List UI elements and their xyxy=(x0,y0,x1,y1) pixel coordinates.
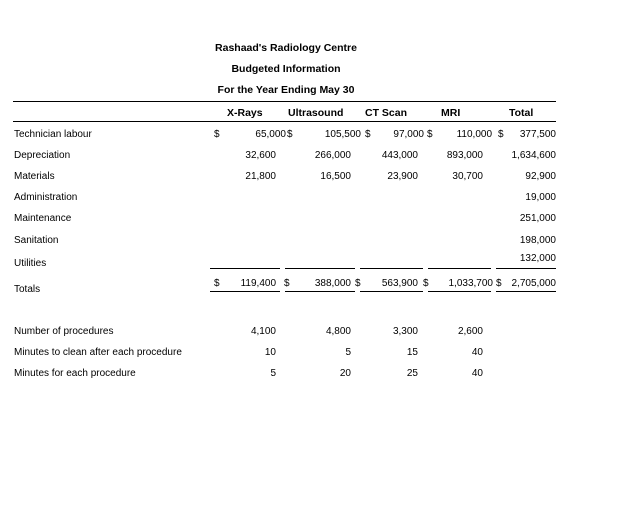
value-materials-ultrasound: 16,500 xyxy=(320,171,351,182)
value-utilities-total: 132,000 xyxy=(519,253,556,264)
value-procedures-mri: 2,600 xyxy=(457,326,483,337)
value-depreciation-xray: 32,600 xyxy=(245,150,276,161)
value-administration-total: 19,000 xyxy=(525,192,556,203)
row-label-totals: Totals xyxy=(14,284,41,295)
totals-bottom-rule-xray xyxy=(210,291,280,292)
value-minutes-xray: 5 xyxy=(270,368,276,379)
value-technician-total: 377,500 xyxy=(519,129,556,140)
currency-symbol: $ xyxy=(287,129,293,140)
column-header-total: Total xyxy=(509,107,534,119)
row-label-materials: Materials xyxy=(14,171,55,182)
value-depreciation-total: 1,634,600 xyxy=(511,150,556,161)
value-materials-ct: 23,900 xyxy=(387,171,418,182)
totals-rule-ct xyxy=(360,268,423,269)
value-minutes-ct: 25 xyxy=(406,368,418,379)
row-label-minutes-to-clean: Minutes to clean after each procedure xyxy=(14,347,182,358)
row-label-sanitation: Sanitation xyxy=(14,235,59,246)
totals-rule-xray xyxy=(210,268,280,269)
currency-symbol: $ xyxy=(496,278,502,289)
currency-symbol: $ xyxy=(214,278,220,289)
value-materials-xray: 21,800 xyxy=(245,171,276,182)
row-label-number-of-procedures: Number of procedures xyxy=(14,326,114,337)
column-header-xrays: X-Rays xyxy=(227,107,263,119)
value-procedures-ultrasound: 4,800 xyxy=(325,326,351,337)
column-header-ultrasound: Ultrasound xyxy=(288,107,344,119)
currency-symbol: $ xyxy=(355,278,361,289)
column-header-ct-scan: CT Scan xyxy=(365,107,408,119)
value-minutes-ultrasound: 20 xyxy=(339,368,351,379)
currency-symbol: $ xyxy=(365,129,371,140)
column-header-mri: MRI xyxy=(441,107,461,119)
value-clean-ct: 15 xyxy=(406,347,418,358)
row-label-maintenance: Maintenance xyxy=(14,213,72,224)
row-label-minutes-per-procedure: Minutes for each procedure xyxy=(14,368,136,379)
value-totals-ct: 563,900 xyxy=(381,278,418,289)
value-depreciation-ultrasound: 266,000 xyxy=(314,150,351,161)
totals-rule-mri xyxy=(428,268,491,269)
value-procedures-ct: 3,300 xyxy=(392,326,418,337)
value-totals-total: 2,705,000 xyxy=(511,278,556,289)
totals-rule-ultrasound xyxy=(285,268,355,269)
row-label-utilities: Utilities xyxy=(14,258,47,269)
report-subtitle: Budgeted Information xyxy=(231,63,341,75)
value-technician-mri: 110,000 xyxy=(456,129,492,140)
totals-bottom-rule-mri xyxy=(428,291,491,292)
row-label-technician-labour: Technician labour xyxy=(14,129,92,140)
currency-symbol: $ xyxy=(214,129,220,140)
currency-symbol: $ xyxy=(427,129,433,140)
totals-bottom-rule-ct xyxy=(360,291,423,292)
value-clean-mri: 40 xyxy=(471,347,483,358)
currency-symbol: $ xyxy=(284,278,290,289)
header-bottom-rule xyxy=(13,121,556,122)
value-totals-ultrasound: 388,000 xyxy=(314,278,351,289)
row-label-administration: Administration xyxy=(14,192,78,203)
report-period: For the Year Ending May 30 xyxy=(217,84,355,96)
value-technician-xray: 65,000 xyxy=(255,129,286,140)
value-technician-ultrasound: 105,500 xyxy=(324,129,361,140)
header-top-rule xyxy=(13,101,556,102)
row-label-depreciation: Depreciation xyxy=(14,150,71,161)
value-depreciation-mri: 893,000 xyxy=(446,150,483,161)
value-technician-ct: 97,000 xyxy=(393,129,424,140)
value-totals-xray: 119,400 xyxy=(240,278,276,289)
company-title: Rashaad's Radiology Centre xyxy=(215,42,357,54)
totals-bottom-rule-ultrasound xyxy=(285,291,355,292)
value-materials-total: 92,900 xyxy=(525,171,556,182)
value-depreciation-ct: 443,000 xyxy=(381,150,418,161)
totals-rule-total xyxy=(496,268,556,269)
currency-symbol: $ xyxy=(423,278,429,289)
value-totals-mri: 1,033,700 xyxy=(448,278,493,289)
value-procedures-xray: 4,100 xyxy=(250,326,276,337)
totals-bottom-rule-total xyxy=(496,291,556,292)
value-maintenance-total: 251,000 xyxy=(519,213,556,224)
currency-symbol: $ xyxy=(498,129,504,140)
value-sanitation-total: 198,000 xyxy=(519,235,556,246)
value-minutes-mri: 40 xyxy=(471,368,483,379)
value-clean-ultrasound: 5 xyxy=(345,347,351,358)
value-clean-xray: 10 xyxy=(264,347,276,358)
value-materials-mri: 30,700 xyxy=(452,171,483,182)
